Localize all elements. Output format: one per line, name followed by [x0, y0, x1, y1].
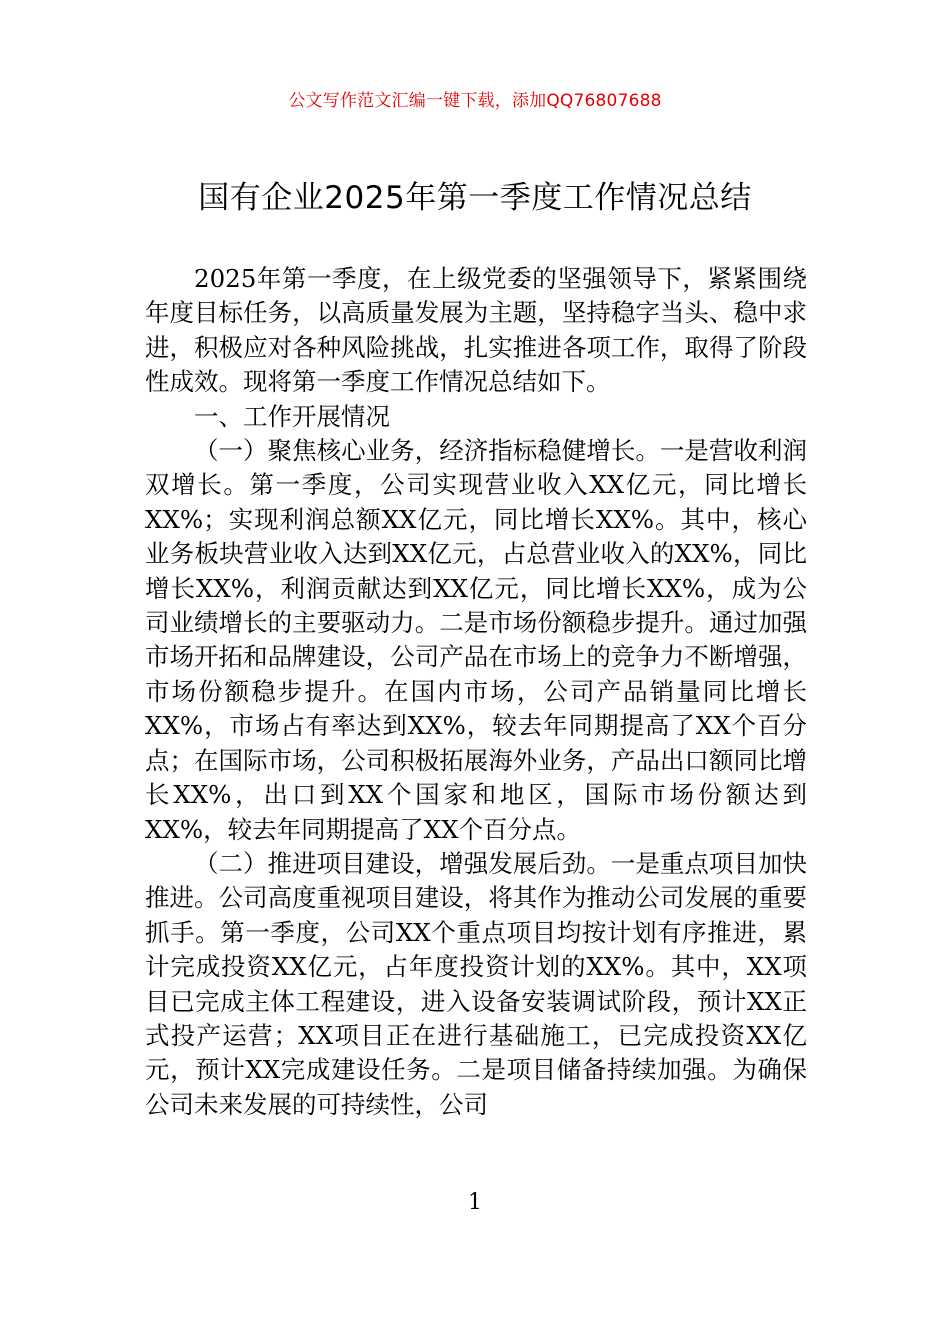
page-number: 1	[468, 1190, 482, 1215]
document-body	[145, 262, 807, 1122]
intro-paragraph: 2025年第一季度，在上级党委的坚强领导下，紧紧围绕年度目标任务，以高质量发展为主题，坚持稳字当头、稳中求进，积极应对各种风险挑战，扎实推进各项工作，取得了阶段性成效。现将第一季度工作情况总结如下。	[145, 264, 807, 397]
body-paragraph: （二）推进项目建设，增强发展后劲。一是重点项目加快推进。公司高度重视项目建设，将其作为推动公司发展的重要抓手。第一季度，公司XX个重点项目均按计划有序推进，累计完成投资XX亿元，占年度投资计划的XX%。其中，XX项目已完成主体工程建设，进入设备安装调试阶段，预计XX正式投产运营；XX项目正在进行基础施工，已完成投资XX亿元，预计XX完成建设任务。二是项目储备持续加强。为确保公司未来发展的可持续性，公司	[145, 848, 807, 1119]
body-paragraph: （一）聚焦核心业务，经济指标稳健增长。一是营收利润双增长。第一季度，公司实现营业收入XX亿元，同比增长XX%；实现利润总额XX亿元，同比增长XX%。其中，核心业务板块营业收入达到XX亿元，占总营业收入的XX%，同比增长XX%，利润贡献达到XX亿元，同比增长XX%，成为公司业绩增长的主要驱动力。二是市场份额稳步提升。通过加强市场开拓和品牌建设，公司产品在市场上的竞争力不断增强，市场份额稳步提升。在国内市场，公司产品销量同比增长XX%，市场占有率达到XX%，较去年同期提高了XX个百分点；在国际市场，公司积极拓展海外业务，产品出口额同比增长XX%，出口到XX个国家和地区，国际市场份额达到XX%，较去年同期提高了XX个百分点。	[145, 436, 807, 844]
header-note: 公文写作范文汇编一键下载，添加QQ76807688	[288, 91, 662, 111]
section-heading: 一、工作开展情况	[194, 401, 390, 431]
document-title: 国有企业2025年第一季度工作情况总结	[198, 180, 752, 216]
